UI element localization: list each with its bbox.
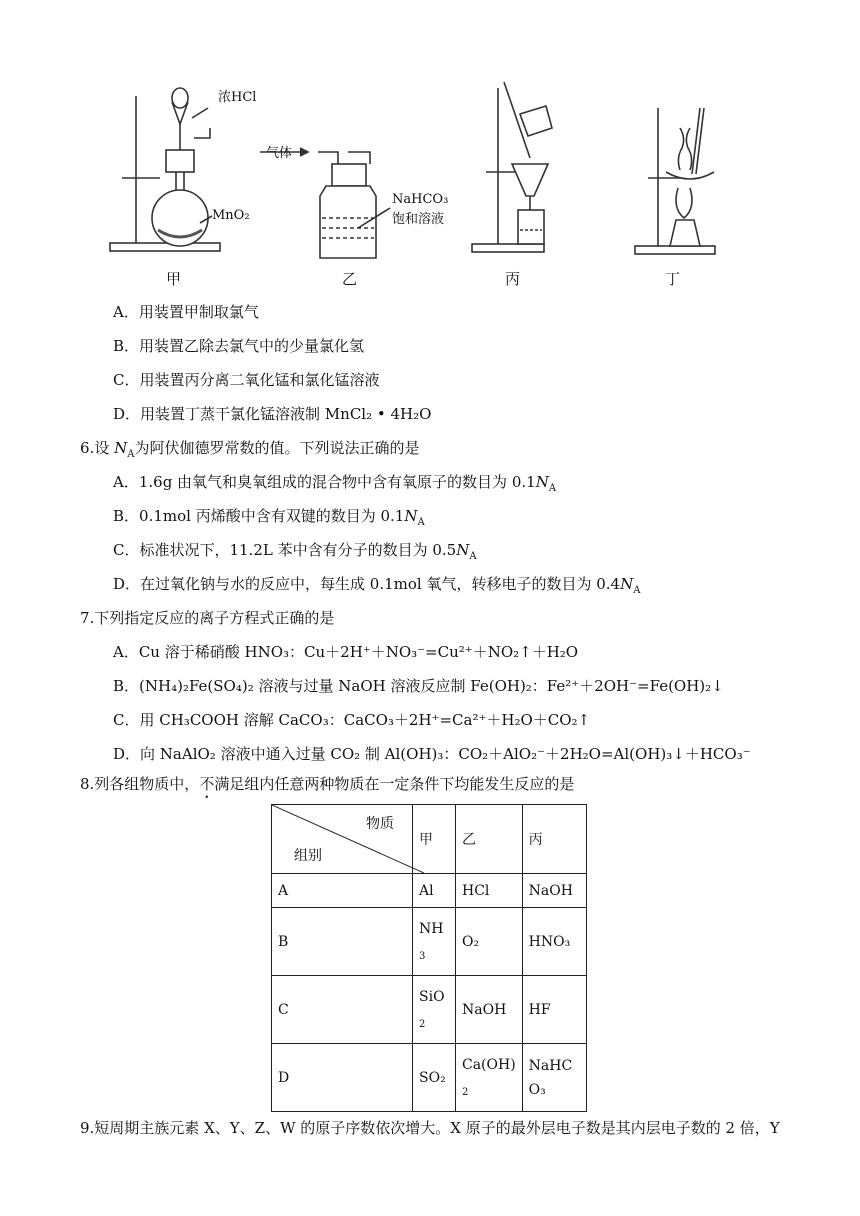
caption-ding: 丁 <box>665 270 681 288</box>
label-nahco3: NaHCO₃ <box>392 192 449 207</box>
apparatus-figure <box>100 78 780 288</box>
header-substance: 物质 <box>366 816 394 832</box>
cell-jia: SiO 2 <box>413 976 456 1044</box>
cell-bing: HNO₃ <box>522 908 586 976</box>
q7-option-a: A．Cu 溶于稀硝酸 HNO₃：Cu＋2H⁺＋NO₃⁻=Cu²⁺＋NO₂↑＋H₂O <box>113 643 579 661</box>
q7-option-b: B．(NH₄)₂Fe(SO₄)₂ 溶液与过量 NaOH 溶液反应制 Fe(OH)₂：Fe²⁺＋2OH⁻=Fe(OH)₂↓ <box>113 677 724 695</box>
q5-option-b: B．用装置乙除去氯气中的少量氯化氢 <box>113 337 365 355</box>
apparatus-drawing <box>100 78 780 288</box>
table-diagonal-header <box>272 805 413 874</box>
header-group: 组别 <box>294 848 322 864</box>
cell-group: B <box>272 908 413 976</box>
q8-stem: 8.列各组物质中，不满足组内任意两种物质在一定条件下均能发生反应的是 <box>80 775 575 793</box>
q5-option-a: A．用装置甲制取氯气 <box>113 303 259 321</box>
cell-yi: NaOH <box>456 976 523 1044</box>
cell-bing: NaHC O₃ <box>522 1044 586 1112</box>
q6-option-b: B．0.1mol 丙烯酸中含有双键的数目为 $0.1N_A$ <box>113 507 425 528</box>
q8-table <box>271 804 587 1112</box>
q6-option-c: C．标准状况下，11.2L 苯中含有分子的数目为 $0.5N_A$ <box>113 541 477 562</box>
table-row <box>272 1044 587 1112</box>
cell-group: A <box>272 874 413 908</box>
cell-group: C <box>272 976 413 1044</box>
header-bing: 丙 <box>522 805 586 874</box>
q9-stem: 9.短周期主族元素 X、Y、Z、W 的原子序数依次增大。X 原子的最外层电子数是其内层电子数的 2 倍，Y <box>80 1119 780 1137</box>
q5-option-c: C．用装置丙分离二氧化锰和氯化锰溶液 <box>113 371 380 389</box>
cell-group: D <box>272 1044 413 1112</box>
q6-stem: 6.设 $N_A$为阿伏伽德罗常数的值。下列说法正确的是 <box>80 439 420 460</box>
q7-option-d: D．向 NaAlO₂ 溶液中通入过量 CO₂ 制 Al(OH)₃：CO₂＋AlO₂⁻＋2H₂O=Al(OH)₃↓＋HCO₃⁻ <box>113 745 751 763</box>
cell-yi: Ca(OH) 2 <box>456 1044 523 1112</box>
q6-option-a: A．1.6g 由氧气和臭氧组成的混合物中含有氧原子的数目为 $0.1N_A$ <box>113 473 557 494</box>
header-jia: 甲 <box>413 805 456 874</box>
table-row <box>272 976 587 1044</box>
caption-bing: 丙 <box>505 270 521 288</box>
table-row <box>272 874 587 908</box>
q7-stem: 7.下列指定反应的离子方程式正确的是 <box>80 609 335 627</box>
cell-bing: NaOH <box>522 874 586 908</box>
cell-jia: SO₂ <box>413 1044 456 1112</box>
q7-option-c: C．用 CH₃COOH 溶解 CaCO₃：CaCO₃＋2H⁺=Ca²⁺＋H₂O＋CO₂↑ <box>113 711 591 729</box>
q6-option-d: D．在过氧化钠与水的反应中，每生成 0.1mol 氧气，转移电子的数目为 $0.4N_A$ <box>113 575 641 596</box>
q5-option-d: D．用装置丁蒸干氯化锰溶液制 MnCl₂ • 4H₂O <box>113 405 432 423</box>
label-mno2: MnO₂ <box>212 208 250 223</box>
header-yi: 乙 <box>456 805 523 874</box>
cell-bing: HF <box>522 976 586 1044</box>
label-conc-hcl: 浓HCl <box>218 90 257 105</box>
cell-jia: NH 3 <box>413 908 456 976</box>
caption-jia: 甲 <box>166 270 182 288</box>
cell-yi: O₂ <box>456 908 523 976</box>
cell-jia: Al <box>413 874 456 908</box>
caption-yi: 乙 <box>342 270 358 288</box>
label-saturated-solution: 饱和溶液 <box>392 212 445 227</box>
table-row <box>272 908 587 976</box>
cell-yi: HCl <box>456 874 523 908</box>
label-gas: 气体 <box>266 146 293 161</box>
